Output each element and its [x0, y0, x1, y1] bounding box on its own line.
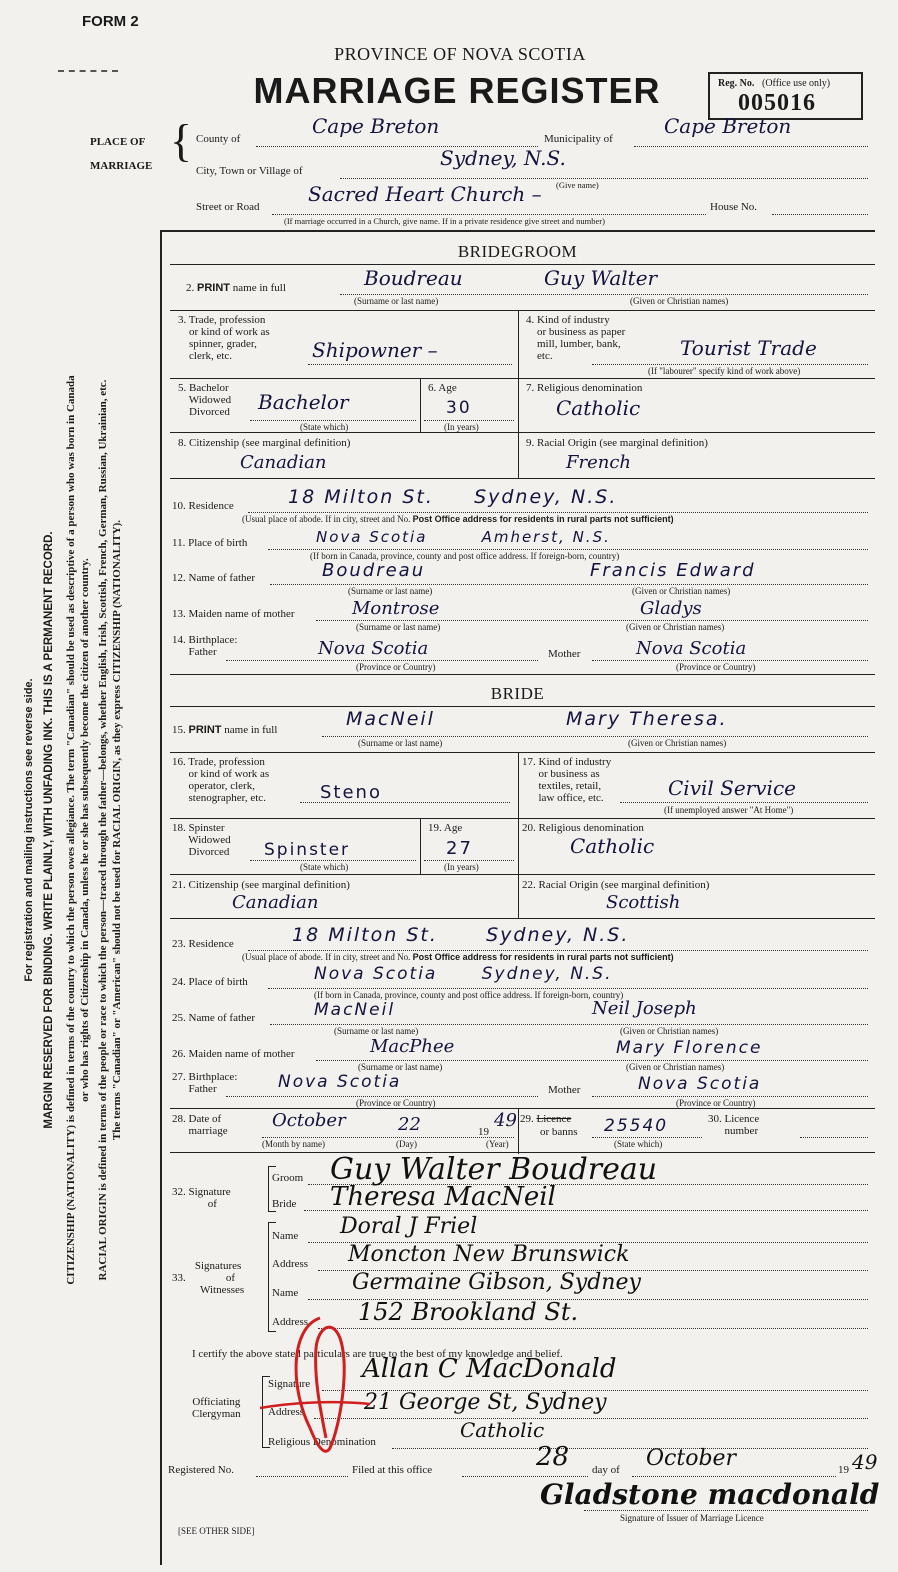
groom-residence-caption	[242, 514, 674, 524]
bride-mother-birth-caption: (Province or Country)	[676, 1098, 756, 1108]
bride-mother-surname-caption: (Surname or last name)	[358, 1062, 443, 1072]
witness1-address-label: Address	[272, 1258, 309, 1270]
street-note: (If marriage occurred in a Church, give name. If in a private residence give street and number)	[284, 216, 605, 226]
place-brace: {	[170, 115, 193, 166]
groom-name-line	[340, 294, 868, 295]
city-line	[340, 178, 868, 179]
groom-signature: Guy Walter Boudreau	[330, 1152, 658, 1187]
witness2-address-label: Address	[272, 1316, 309, 1328]
bride-mother-label: 26. Maiden name of mother	[172, 1048, 295, 1060]
clergyman-signature: Allan C MacDonald	[362, 1354, 617, 1384]
groom-religion: Catholic	[556, 396, 641, 420]
groom-state-which-caption: (State which)	[300, 422, 349, 432]
see-other-side: [SEE OTHER SIDE]	[178, 1526, 255, 1536]
margin-racial-origin-definition: RACIAL ORIGIN is defined in terms of the people or race to which the person—traced through the father—belongs, whether English, Irish, Scottish, French, German, Russian, Ukrainian, etc. The terms "Canadian" or "American" should not be used for RACIAL ORIGIN, as they express CITIZENSHIP (NATIONALITY).	[97, 379, 123, 1281]
witness1-address: Moncton New Brunswick	[348, 1242, 630, 1267]
bride-surname: MacNeil	[346, 708, 435, 730]
groom-origin: French	[566, 452, 632, 473]
bride-age: 27	[446, 838, 473, 859]
margin-citizenship-definition: CITIZENSHIP (NATIONALITY) is defined in terms of the country to which the person owes allegiance. The term "Canadian" should be used as descriptive of a person who was born in Canada or who has rights of Citizenship in Canada, unless he or she has subsequently become the citizen of another country.	[65, 375, 91, 1285]
witness1-name: Doral J Friel	[340, 1214, 478, 1239]
groom-father-given-caption: (Given or Christian names)	[632, 586, 731, 596]
place-heading: PLACE OF MARRIAGE	[90, 136, 153, 172]
groom-father-birthplace: Nova Scotia	[318, 638, 429, 659]
bride-birthplace: Nova Scotia Sydney, N.S.	[314, 964, 613, 984]
groom-origin-label: 9. Racial Origin (see marginal definition)	[526, 437, 708, 449]
groom-residence-label: 10. Residence	[172, 500, 234, 512]
filed-label: Filed at this office	[352, 1464, 433, 1476]
licence-number-label: 30. Licence number	[708, 1113, 760, 1138]
licence-number: 25540	[604, 1116, 669, 1136]
county-value: Cape Breton	[312, 114, 440, 138]
margin-instructions-mailing: For registration and mailing instructions see reverse side.	[23, 678, 35, 982]
groom-residence-caption-bold: Post Office address for residents in rural parts not sufficient)	[412, 514, 674, 524]
signature-label: 32. Signature of	[172, 1186, 231, 1211]
banns-label: or banns	[540, 1125, 578, 1138]
bride-residence-caption-text: (Usual place of abode. If in city, street and No.	[242, 952, 411, 962]
witness2-name: Germaine Gibson, Sydney	[352, 1270, 641, 1295]
bride-religion-label: 20. Religious denomination	[522, 822, 644, 834]
street-label: Street or Road	[196, 201, 260, 213]
groom-parents-birthplace-label: 14. Birthplace: Father	[172, 634, 238, 659]
registered-label: Registered No.	[168, 1464, 234, 1476]
groom-citizenship: Canadian	[240, 452, 327, 473]
bride-industry-label: 17. Kind of industry or business as textiles, retail, law office, etc.	[522, 756, 612, 805]
bride-residence-label: 23. Residence	[172, 938, 234, 950]
bride-state-which-caption: (State which)	[300, 862, 349, 872]
city-value: Sydney, N.S.	[440, 146, 566, 170]
bride-status: Spinster	[264, 840, 351, 860]
groom-mother-birthplace-label: Mother	[548, 648, 581, 660]
bride-print-label: PRINT	[188, 724, 222, 736]
groom-residence-caption-text: (Usual place of abode. If in city, street and No.	[242, 514, 411, 524]
filed-day: 28	[536, 1442, 570, 1472]
groom-mother-given: Gladys	[640, 598, 702, 619]
groom-mother-birthplace: Nova Scotia	[636, 638, 747, 659]
groom-mother-label: 13. Maiden name of mother	[172, 608, 295, 620]
clergyman-address-label: Address	[268, 1406, 305, 1418]
municipality-value: Cape Breton	[664, 114, 792, 138]
issuer-signature: Gladstone macdonald	[540, 1478, 880, 1511]
bride-mother-given-caption: (Given or Christian names)	[626, 1062, 725, 1072]
clergyman-address: 21 George St, Sydney	[364, 1390, 607, 1415]
licence-banns-label	[520, 1113, 578, 1138]
bride-origin-label: 22. Racial Origin (see marginal definition)	[522, 879, 710, 891]
clergyman-signature-label: Signature	[268, 1378, 311, 1390]
marriage-year-caption: (Year)	[486, 1139, 509, 1149]
clergyman-religion-label: Religious Denomination	[268, 1436, 376, 1448]
groom-status-label: 5. Bachelor Widowed Divorced	[178, 382, 232, 419]
house-line	[772, 214, 868, 215]
bride-signature: Theresa MacNeil	[330, 1182, 556, 1212]
bride-name-number: 15.	[172, 724, 186, 736]
reg-number-label: Reg. No.	[718, 78, 755, 89]
bride-citizenship: Canadian	[232, 892, 319, 913]
bride-status-label: 18. Spinster Widowed Divorced	[172, 822, 231, 859]
bride-given: Mary Theresa.	[566, 708, 728, 730]
bride-trade: Steno	[320, 782, 382, 803]
municipality-label: Municipality of	[544, 133, 613, 145]
groom-religion-label: 7. Religious denomination	[526, 382, 643, 394]
reg-office-label: (Office use only)	[762, 78, 831, 89]
groom-industry-note: (If "labourer" specify kind of work above)	[648, 366, 801, 376]
bride-residence-caption-bold: Post Office address for residents in rural parts not sufficient)	[412, 952, 674, 962]
bride-mother-given: Mary Florence	[616, 1038, 763, 1058]
margin-instructions	[22, 370, 172, 1290]
clergyman-label: Officiating Clergyman	[192, 1396, 241, 1421]
bride-age-label: 19. Age	[428, 822, 463, 834]
bride-father-surname: MacNeil	[314, 1000, 396, 1020]
marriage-month-caption: (Month by name)	[262, 1139, 325, 1149]
groom-surname-caption: (Surname or last name)	[354, 296, 439, 306]
groom-given: Guy Walter	[544, 266, 658, 290]
municipality-line	[634, 146, 868, 147]
bride-mother-birthplace: Nova Scotia	[638, 1074, 762, 1094]
groom-industry-label: 4. Kind of industry or business as paper mill, lumber, bank, etc.	[526, 314, 626, 363]
groom-name-number: 2.	[186, 282, 195, 294]
bride-birthplace-caption: (If born in Canada, province, county and post office address. If foreign-born, country)	[314, 990, 624, 1000]
bride-name-label	[172, 724, 277, 736]
groom-residence: 18 Milton St. Sydney, N.S.	[288, 486, 618, 508]
groom-father-birth-caption: (Province or Country)	[356, 662, 436, 672]
groom-birthplace-caption: (If born in Canada, province, county and post office address. If foreign-born, country)	[310, 551, 620, 561]
bride-age-caption: (In years)	[444, 862, 479, 872]
certification-text: I certify the above stated particulars are true to the best of my knowledge and belief.	[192, 1348, 563, 1360]
groom-birthplace: Nova Scotia Amherst, N.S.	[316, 528, 611, 546]
groom-mother-birth-caption: (Province or Country)	[676, 662, 756, 672]
issuer-caption: Signature of Issuer of Marriage Licence	[620, 1513, 764, 1523]
groom-father-given: Francis Edward	[590, 560, 756, 581]
groom-sig-label: Groom	[272, 1172, 304, 1184]
witnesses-number: 33.	[172, 1272, 186, 1284]
reg-number-box	[708, 72, 863, 120]
day-of-label: day of	[592, 1464, 620, 1476]
bride-name-suffix: name in full	[224, 724, 278, 736]
city-label: City, Town or Village of	[196, 165, 303, 177]
groom-trade: Shipowner –	[312, 338, 438, 362]
groom-father-label: 12. Name of father	[172, 572, 256, 584]
give-name-caption: (Give name)	[556, 180, 599, 190]
groom-father-surname-caption: (Surname or last name)	[348, 586, 433, 596]
bride-residence: 18 Milton St. Sydney, N.S.	[292, 924, 630, 946]
bride-origin: Scottish	[606, 892, 681, 913]
groom-age: 30	[446, 398, 472, 418]
groom-father-surname: Boudreau	[322, 560, 426, 581]
licence-state-which-caption: (State which)	[614, 1139, 663, 1149]
bride-heading: BRIDE	[490, 684, 545, 703]
groom-status: Bachelor	[258, 390, 349, 414]
groom-industry: Tourist Trade	[680, 336, 817, 360]
groom-surname: Boudreau	[364, 266, 463, 290]
bride-father-birth-caption: (Province or Country)	[356, 1098, 436, 1108]
form-number: FORM 2	[82, 13, 139, 30]
witness2-address: 152 Brookland St.	[358, 1298, 579, 1326]
licence-number-prefix: 29.	[520, 1113, 534, 1125]
bride-religion: Catholic	[570, 834, 655, 858]
bride-surname-caption: (Surname or last name)	[358, 738, 443, 748]
marriage-day-caption: (Day)	[396, 1139, 417, 1149]
street-line	[272, 214, 706, 215]
bride-residence-caption	[242, 952, 674, 962]
street-value: Sacred Heart Church –	[308, 182, 542, 206]
marriage-day: 22	[398, 1114, 421, 1135]
clergyman-religion: Catholic	[460, 1418, 545, 1442]
red-check-mark	[260, 1308, 380, 1468]
bride-father-given: Neil Joseph	[592, 998, 697, 1019]
bride-mother-surname: MacPhee	[370, 1036, 455, 1057]
bride-industry-note: (If unemployed answer "At Home")	[664, 805, 794, 815]
county-label: County of	[196, 133, 241, 145]
page-title: MARRIAGE REGISTER	[253, 70, 661, 111]
filed-year: 49	[852, 1450, 878, 1474]
groom-print-label: PRINT	[197, 282, 230, 294]
bride-given-caption: (Given or Christian names)	[628, 738, 727, 748]
bride-mother-birthplace-label: Mother	[548, 1084, 581, 1096]
marriage-date-label: 28. Date of marriage	[172, 1113, 228, 1138]
bride-father-given-caption: (Given or Christian names)	[620, 1026, 719, 1036]
groom-given-caption: (Given or Christian names)	[630, 296, 729, 306]
groom-age-label: 6. Age	[428, 382, 457, 394]
witness1-name-label: Name	[272, 1230, 299, 1242]
witness2-name-label: Name	[272, 1287, 299, 1299]
filed-year-prefix: 19	[838, 1464, 849, 1476]
bride-citizenship-label: 21. Citizenship (see marginal definition)	[172, 879, 350, 891]
groom-mother-surname: Montrose	[352, 598, 440, 619]
margin-binding-note: MARGIN RESERVED FOR BINDING. WRITE PLAINLY, WITH UNFADING INK. THIS IS A PERMANENT RECORD.	[43, 531, 55, 1129]
groom-name-suffix: name in full	[232, 282, 286, 294]
groom-trade-label: 3. Trade, profession or kind of work as spinner, grader, clerk, etc.	[178, 314, 270, 363]
marriage-month: October	[272, 1110, 346, 1131]
witnesses-label: Signatures of Witnesses	[194, 1260, 245, 1297]
marriage-year-prefix: 19	[478, 1126, 489, 1138]
bride-birthplace-label: 24. Place of birth	[172, 976, 248, 988]
bride-parents-birthplace-label: 27. Birthplace: Father	[172, 1071, 238, 1096]
bride-father-surname-caption: (Surname or last name)	[334, 1026, 419, 1036]
margin-dashes	[58, 70, 118, 72]
house-label: House No.	[710, 201, 758, 213]
province-heading: PROVINCE OF NOVA SCOTIA	[334, 44, 586, 64]
bride-father-label: 25. Name of father	[172, 1012, 256, 1024]
bride-father-birthplace: Nova Scotia	[278, 1072, 402, 1092]
bride-trade-label: 16. Trade, profession or kind of work as operator, clerk, stenographer, etc.	[172, 756, 270, 805]
bridegroom-heading: BRIDEGROOM	[457, 242, 578, 261]
bride-sig-label: Bride	[272, 1198, 297, 1210]
groom-mother-given-caption: (Given or Christian names)	[626, 622, 725, 632]
groom-name-label	[186, 282, 286, 294]
groom-age-caption: (In years)	[444, 422, 479, 432]
groom-mother-surname-caption: (Surname or last name)	[356, 622, 441, 632]
groom-birthplace-label: 11. Place of birth	[172, 537, 248, 549]
bride-industry: Civil Service	[668, 776, 796, 800]
groom-citizenship-label: 8. Citizenship (see marginal definition)	[178, 437, 351, 449]
licence-struck-text: Licence	[536, 1113, 572, 1125]
marriage-year: 49	[494, 1110, 517, 1131]
filed-month: October	[646, 1446, 737, 1471]
reg-number: 005016	[738, 90, 816, 116]
